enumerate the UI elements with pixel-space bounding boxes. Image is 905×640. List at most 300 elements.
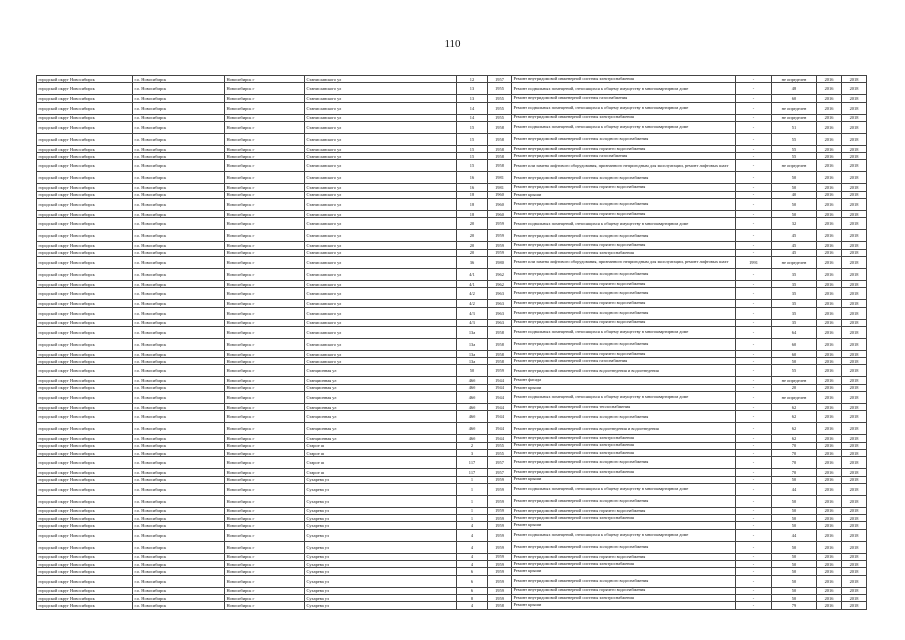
build-year-cell: 1955 — [488, 114, 512, 121]
municipality-cell: городской округ Новосибирск — [37, 199, 133, 211]
plan-start-year-cell: 2016 — [817, 249, 842, 256]
locality-cell: Новосибирск г — [225, 268, 305, 280]
build-year-cell: 1959 — [488, 553, 512, 560]
table-row — [37, 242, 867, 249]
table-row — [37, 268, 867, 280]
municipality-cell: городской округ Новосибирск — [37, 242, 133, 249]
locality-cell: Новосибирск г — [225, 457, 305, 469]
street-cell: Станиславского ул — [305, 211, 457, 218]
settlement-cell: г.о. Новосибирск — [133, 268, 225, 280]
build-year-cell: 1958 — [488, 121, 512, 133]
wear-percent-cell: 50 — [772, 541, 817, 553]
work-type-cell: Ремонт крыши — [512, 191, 736, 198]
wear-percent-cell: не определен — [772, 256, 817, 268]
municipality-cell: городской округ Новосибирск — [37, 449, 133, 456]
wear-percent-cell: 60 — [772, 338, 817, 350]
last-repair-year-cell: - — [736, 469, 772, 476]
plan-start-year-cell: 2016 — [817, 476, 842, 483]
plan-end-year-cell: 2018 — [842, 594, 867, 601]
house-number-cell: 15 — [457, 133, 488, 145]
street-cell: Сухарева ул — [305, 575, 457, 587]
plan-start-year-cell: 2016 — [817, 602, 842, 609]
settlement-cell: г.о. Новосибирск — [133, 160, 225, 172]
plan-start-year-cell: 2016 — [817, 191, 842, 198]
settlement-cell: г.о. Новосибирск — [133, 300, 225, 307]
locality-cell: Новосибирск г — [225, 377, 305, 384]
wear-percent-cell: не определен — [772, 160, 817, 172]
settlement-cell: г.о. Новосибирск — [133, 358, 225, 365]
municipality-cell: городской округ Новосибирск — [37, 121, 133, 133]
locality-cell: Новосибирск г — [225, 145, 305, 152]
last-repair-year-cell: - — [736, 365, 772, 377]
plan-end-year-cell: 2018 — [842, 211, 867, 218]
last-repair-year-cell: - — [736, 404, 772, 411]
work-type-cell: Ремонт внутридомовой инженерной системы горячего водоснабжения — [512, 553, 736, 560]
municipality-cell: городской округ Новосибирск — [37, 404, 133, 411]
settlement-cell: г.о. Новосибирск — [133, 121, 225, 133]
street-cell: Станиславского ул — [305, 76, 457, 83]
locality-cell: Новосибирск г — [225, 83, 305, 95]
table-row — [37, 218, 867, 230]
wear-percent-cell: 50 — [772, 568, 817, 575]
wear-percent-cell: 51 — [772, 121, 817, 133]
wear-percent-cell: 44 — [772, 483, 817, 495]
work-type-cell: Ремонт внутридомовой инженерной системы газоснабжения — [512, 95, 736, 102]
municipality-cell: городской округ Новосибирск — [37, 568, 133, 575]
street-cell: Станиславского ул — [305, 307, 457, 319]
build-year-cell: 1962 — [488, 268, 512, 280]
street-cell: Станиславского ул — [305, 319, 457, 326]
locality-cell: Новосибирск г — [225, 522, 305, 529]
settlement-cell: г.о. Новосибирск — [133, 280, 225, 287]
municipality-cell: городской округ Новосибирск — [37, 95, 133, 102]
work-type-cell: Ремонт внутридомовой инженерной системы электроснабжения — [512, 435, 736, 442]
last-repair-year-cell: - — [736, 541, 772, 553]
wear-percent-cell: не определен — [772, 76, 817, 83]
table-row — [37, 575, 867, 587]
work-type-cell: Ремонт внутридомовой инженерной системы электроснабжения — [512, 515, 736, 522]
wear-percent-cell: 35 — [772, 280, 817, 287]
work-type-cell: Ремонт крыши — [512, 384, 736, 391]
municipality-cell: городской округ Новосибирск — [37, 435, 133, 442]
wear-percent-cell: 50 — [772, 211, 817, 218]
last-repair-year-cell: - — [736, 242, 772, 249]
plan-start-year-cell: 2016 — [817, 256, 842, 268]
locality-cell: Новосибирск г — [225, 404, 305, 411]
work-type-cell: Ремонт внутридомовой инженерной системы холодного водоснабжения — [512, 172, 736, 184]
build-year-cell: 1963 — [488, 307, 512, 319]
last-repair-year-cell: - — [736, 377, 772, 384]
wear-percent-cell: 50 — [772, 575, 817, 587]
locality-cell: Новосибирск г — [225, 172, 305, 184]
municipality-cell: городской округ Новосибирск — [37, 172, 133, 184]
work-type-cell: Ремонт или замена лифтового оборудования, признанного непригодным для эксплуатации, ремонт лифтовых шахт — [512, 256, 736, 268]
settlement-cell: г.о. Новосибирск — [133, 449, 225, 456]
municipality-cell: городской округ Новосибирск — [37, 280, 133, 287]
settlement-cell: г.о. Новосибирск — [133, 594, 225, 601]
build-year-cell: 1959 — [488, 365, 512, 377]
house-number-cell: 13а — [457, 326, 488, 338]
plan-end-year-cell: 2018 — [842, 587, 867, 594]
page-number: 110 — [444, 38, 461, 50]
settlement-cell: г.о. Новосибирск — [133, 476, 225, 483]
locality-cell: Новосибирск г — [225, 288, 305, 300]
plan-end-year-cell: 2018 — [842, 249, 867, 256]
plan-start-year-cell: 2016 — [817, 230, 842, 242]
municipality-cell: городской округ Новосибирск — [37, 541, 133, 553]
street-cell: Сухарева ул — [305, 587, 457, 594]
work-type-cell: Ремонт внутридомовой инженерной системы электроснабжения — [512, 594, 736, 601]
locality-cell: Новосибирск г — [225, 114, 305, 121]
municipality-cell: городской округ Новосибирск — [37, 268, 133, 280]
house-number-cell: 4 — [457, 553, 488, 560]
settlement-cell: г.о. Новосибирск — [133, 404, 225, 411]
build-year-cell: 1958 — [488, 160, 512, 172]
build-year-cell: 1959 — [488, 242, 512, 249]
build-year-cell: 1962 — [488, 280, 512, 287]
wear-percent-cell: 60 — [772, 95, 817, 102]
house-number-cell: 15 — [457, 153, 488, 160]
house-number-cell: 20 — [457, 218, 488, 230]
plan-end-year-cell: 2018 — [842, 230, 867, 242]
settlement-cell: г.о. Новосибирск — [133, 95, 225, 102]
work-type-cell: Ремонт подвальных помещений, относящихся к общему имуществу в многоквартирном доме — [512, 83, 736, 95]
house-number-cell: 4/3 — [457, 319, 488, 326]
build-year-cell: 1958 — [488, 358, 512, 365]
table-row — [37, 411, 867, 423]
wear-percent-cell: 35 — [772, 319, 817, 326]
work-type-cell: Ремонт внутридомовой инженерной системы электроснабжения — [512, 76, 736, 83]
plan-end-year-cell: 2018 — [842, 326, 867, 338]
street-cell: Станиславского ул — [305, 288, 457, 300]
work-type-cell: Ремонт подвальных помещений, относящихся к общему имуществу в многоквартирном доме — [512, 121, 736, 133]
plan-start-year-cell: 2016 — [817, 377, 842, 384]
street-cell: Станиславского ул — [305, 191, 457, 198]
street-cell: Старое ш — [305, 457, 457, 469]
work-type-cell: Ремонт крыши — [512, 522, 736, 529]
street-cell: Станиславского ул — [305, 83, 457, 95]
settlement-cell: г.о. Новосибирск — [133, 242, 225, 249]
settlement-cell: г.о. Новосибирск — [133, 256, 225, 268]
locality-cell: Новосибирск г — [225, 469, 305, 476]
municipality-cell: городской округ Новосибирск — [37, 338, 133, 350]
table-row — [37, 121, 867, 133]
table-row — [37, 280, 867, 287]
settlement-cell: г.о. Новосибирск — [133, 319, 225, 326]
settlement-cell: г.о. Новосибирск — [133, 423, 225, 435]
settlement-cell: г.о. Новосибирск — [133, 211, 225, 218]
last-repair-year-cell: - — [736, 449, 772, 456]
last-repair-year-cell: - — [736, 587, 772, 594]
plan-end-year-cell: 2018 — [842, 145, 867, 152]
municipality-cell: городской округ Новосибирск — [37, 211, 133, 218]
last-repair-year-cell: - — [736, 326, 772, 338]
table-row — [37, 529, 867, 541]
build-year-cell: 1959 — [488, 561, 512, 568]
plan-start-year-cell: 2016 — [817, 365, 842, 377]
plan-start-year-cell: 2016 — [817, 522, 842, 529]
work-type-cell: Ремонт внутридомовой инженерной системы холодного водоснабжения — [512, 495, 736, 507]
plan-start-year-cell: 2016 — [817, 300, 842, 307]
last-repair-year-cell: - — [736, 249, 772, 256]
locality-cell: Новосибирск г — [225, 326, 305, 338]
last-repair-year-cell: - — [736, 350, 772, 357]
build-year-cell: 1959 — [488, 515, 512, 522]
last-repair-year-cell: - — [736, 218, 772, 230]
table-body — [37, 76, 867, 610]
settlement-cell: г.о. Новосибирск — [133, 529, 225, 541]
work-type-cell: Ремонт фасада — [512, 377, 736, 384]
municipality-cell: городской округ Новосибирск — [37, 102, 133, 114]
build-year-cell: 1963 — [488, 300, 512, 307]
municipality-cell: городской округ Новосибирск — [37, 76, 133, 83]
wear-percent-cell: 50 — [772, 495, 817, 507]
work-type-cell: Ремонт внутридомовой инженерной системы холодного водоснабжения — [512, 575, 736, 587]
wear-percent-cell: 70 — [772, 457, 817, 469]
build-year-cell: 1960 — [488, 211, 512, 218]
locality-cell: Новосибирск г — [225, 594, 305, 601]
plan-start-year-cell: 2016 — [817, 326, 842, 338]
street-cell: Сухарева ул — [305, 515, 457, 522]
municipality-cell: городской округ Новосибирск — [37, 218, 133, 230]
last-repair-year-cell: - — [736, 300, 772, 307]
street-cell: Станиславского ул — [305, 145, 457, 152]
locality-cell: Новосибирск г — [225, 423, 305, 435]
street-cell: Станиславского ул — [305, 153, 457, 160]
wear-percent-cell: 50 — [772, 476, 817, 483]
build-year-cell: 1944 — [488, 435, 512, 442]
street-cell: Станиславского ул — [305, 95, 457, 102]
house-number-cell: 12 — [457, 76, 488, 83]
street-cell: Станиславского ул — [305, 338, 457, 350]
house-number-cell: 20 — [457, 230, 488, 242]
work-type-cell: Ремонт внутридомовой инженерной системы электроснабжения — [512, 561, 736, 568]
last-repair-year-cell: - — [736, 561, 772, 568]
work-type-cell: Ремонт внутридомовой инженерной системы электроснабжения — [512, 469, 736, 476]
table-row — [37, 377, 867, 384]
table-row — [37, 133, 867, 145]
plan-end-year-cell: 2018 — [842, 307, 867, 319]
plan-start-year-cell: 2016 — [817, 268, 842, 280]
plan-end-year-cell: 2018 — [842, 256, 867, 268]
plan-end-year-cell: 2018 — [842, 350, 867, 357]
build-year-cell: 1958 — [488, 326, 512, 338]
locality-cell: Новосибирск г — [225, 358, 305, 365]
house-number-cell: 4 — [457, 541, 488, 553]
plan-end-year-cell: 2018 — [842, 541, 867, 553]
house-number-cell: 50 — [457, 365, 488, 377]
build-year-cell: 1958 — [488, 133, 512, 145]
work-type-cell: Ремонт внутридомовой инженерной системы горячего водоснабжения — [512, 350, 736, 357]
build-year-cell: 1981 — [488, 184, 512, 191]
table-row — [37, 211, 867, 218]
street-cell: Станционная ул — [305, 404, 457, 411]
municipality-cell: городской округ Новосибирск — [37, 83, 133, 95]
plan-start-year-cell: 2016 — [817, 515, 842, 522]
settlement-cell: г.о. Новосибирск — [133, 411, 225, 423]
locality-cell: Новосибирск г — [225, 218, 305, 230]
locality-cell: Новосибирск г — [225, 300, 305, 307]
settlement-cell: г.о. Новосибирск — [133, 442, 225, 449]
last-repair-year-cell: - — [736, 145, 772, 152]
settlement-cell: г.о. Новосибирск — [133, 522, 225, 529]
table-row — [37, 288, 867, 300]
table-row — [37, 522, 867, 529]
table-row — [37, 114, 867, 121]
plan-start-year-cell: 2016 — [817, 575, 842, 587]
municipality-cell: городской округ Новосибирск — [37, 300, 133, 307]
table-row — [37, 199, 867, 211]
street-cell: Станционная ул — [305, 423, 457, 435]
house-number-cell: 15 — [457, 121, 488, 133]
table-row — [37, 392, 867, 404]
municipality-cell: городской округ Новосибирск — [37, 256, 133, 268]
street-cell: Старое ш — [305, 449, 457, 456]
house-number-cell: 13а — [457, 350, 488, 357]
street-cell: Станционная ул — [305, 411, 457, 423]
settlement-cell: г.о. Новосибирск — [133, 307, 225, 319]
street-cell: Станционная ул — [305, 377, 457, 384]
build-year-cell: 1957 — [488, 469, 512, 476]
wear-percent-cell: 62 — [772, 435, 817, 442]
wear-percent-cell: 35 — [772, 300, 817, 307]
last-repair-year-cell: - — [736, 280, 772, 287]
street-cell: Станиславского ул — [305, 218, 457, 230]
locality-cell: Новосибирск г — [225, 476, 305, 483]
work-type-cell: Ремонт внутридомовой инженерной системы водоотведения и водоотведения — [512, 365, 736, 377]
plan-end-year-cell: 2018 — [842, 476, 867, 483]
municipality-cell: городской округ Новосибирск — [37, 495, 133, 507]
settlement-cell: г.о. Новосибирск — [133, 350, 225, 357]
settlement-cell: г.о. Новосибирск — [133, 602, 225, 609]
plan-end-year-cell: 2018 — [842, 160, 867, 172]
municipality-cell: городской округ Новосибирск — [37, 469, 133, 476]
municipality-cell: городской округ Новосибирск — [37, 553, 133, 560]
build-year-cell: 1959 — [488, 587, 512, 594]
street-cell: Старое ш — [305, 442, 457, 449]
settlement-cell: г.о. Новосибирск — [133, 377, 225, 384]
street-cell: Станиславского ул — [305, 160, 457, 172]
plan-end-year-cell: 2018 — [842, 133, 867, 145]
work-type-cell: Ремонт внутридомовой инженерной системы электроснабжения — [512, 249, 736, 256]
build-year-cell: 1959 — [488, 575, 512, 587]
settlement-cell: г.о. Новосибирск — [133, 457, 225, 469]
wear-percent-cell: 64 — [772, 326, 817, 338]
table-row — [37, 326, 867, 338]
municipality-cell: городской округ Новосибирск — [37, 411, 133, 423]
locality-cell: Новосибирск г — [225, 307, 305, 319]
locality-cell: Новосибирск г — [225, 495, 305, 507]
street-cell: Станиславского ул — [305, 102, 457, 114]
house-number-cell: 18 — [457, 199, 488, 211]
municipality-cell: городской округ Новосибирск — [37, 392, 133, 404]
street-cell: Сухарева ул — [305, 541, 457, 553]
street-cell: Станиславского ул — [305, 172, 457, 184]
street-cell: Сухарева ул — [305, 476, 457, 483]
last-repair-year-cell: - — [736, 288, 772, 300]
plan-end-year-cell: 2018 — [842, 83, 867, 95]
locality-cell: Новосибирск г — [225, 280, 305, 287]
locality-cell: Новосибирск г — [225, 392, 305, 404]
work-type-cell: Ремонт крыши — [512, 476, 736, 483]
house-number-cell: 20 — [457, 242, 488, 249]
plan-end-year-cell: 2018 — [842, 515, 867, 522]
house-number-cell: 20 — [457, 249, 488, 256]
street-cell: Станиславского ул — [305, 133, 457, 145]
municipality-cell: городской округ Новосибирск — [37, 249, 133, 256]
settlement-cell: г.о. Новосибирск — [133, 435, 225, 442]
locality-cell: Новосибирск г — [225, 230, 305, 242]
settlement-cell: г.о. Новосибирск — [133, 145, 225, 152]
last-repair-year-cell: - — [736, 114, 772, 121]
plan-start-year-cell: 2016 — [817, 160, 842, 172]
locality-cell: Новосибирск г — [225, 160, 305, 172]
build-year-cell: 1955 — [488, 102, 512, 114]
build-year-cell: 1959 — [488, 568, 512, 575]
municipality-cell: городской округ Новосибирск — [37, 602, 133, 609]
locality-cell: Новосибирск г — [225, 211, 305, 218]
table-row — [37, 435, 867, 442]
plan-end-year-cell: 2018 — [842, 507, 867, 514]
plan-start-year-cell: 2016 — [817, 95, 842, 102]
house-number-cell: 4/2 — [457, 288, 488, 300]
house-number-cell: 1 — [457, 476, 488, 483]
last-repair-year-cell: - — [736, 133, 772, 145]
build-year-cell: 1958 — [488, 145, 512, 152]
municipality-cell: городской округ Новосибирск — [37, 561, 133, 568]
locality-cell: Новосибирск г — [225, 95, 305, 102]
build-year-cell: 1958 — [488, 338, 512, 350]
locality-cell: Новосибирск г — [225, 249, 305, 256]
settlement-cell: г.о. Новосибирск — [133, 218, 225, 230]
house-number-cell: 4 — [457, 602, 488, 609]
work-type-cell: Ремонт внутридомовой инженерной системы холодного водоснабжения — [512, 307, 736, 319]
plan-start-year-cell: 2016 — [817, 435, 842, 442]
work-type-cell: Ремонт внутридомовой инженерной системы горячего водоснабжения — [512, 587, 736, 594]
wear-percent-cell: 50 — [772, 553, 817, 560]
locality-cell: Новосибирск г — [225, 350, 305, 357]
table-row — [37, 384, 867, 391]
municipality-cell: городской округ Новосибирск — [37, 365, 133, 377]
plan-end-year-cell: 2018 — [842, 121, 867, 133]
locality-cell: Новосибирск г — [225, 515, 305, 522]
table-row — [37, 365, 867, 377]
table-row — [37, 561, 867, 568]
last-repair-year-cell: - — [736, 184, 772, 191]
plan-start-year-cell: 2016 — [817, 392, 842, 404]
table-row — [37, 95, 867, 102]
municipality-cell: городской округ Новосибирск — [37, 319, 133, 326]
street-cell: Старое ш — [305, 469, 457, 476]
table-row — [37, 300, 867, 307]
wear-percent-cell: 50 — [772, 199, 817, 211]
locality-cell: Новосибирск г — [225, 541, 305, 553]
plan-end-year-cell: 2018 — [842, 300, 867, 307]
wear-percent-cell: 62 — [772, 411, 817, 423]
wear-percent-cell: не определен — [772, 102, 817, 114]
plan-start-year-cell: 2016 — [817, 384, 842, 391]
plan-end-year-cell: 2018 — [842, 114, 867, 121]
build-year-cell: 1944 — [488, 377, 512, 384]
house-number-cell: 13а — [457, 338, 488, 350]
plan-end-year-cell: 2018 — [842, 411, 867, 423]
plan-end-year-cell: 2018 — [842, 218, 867, 230]
wear-percent-cell: 60 — [772, 350, 817, 357]
plan-start-year-cell: 2016 — [817, 145, 842, 152]
wear-percent-cell: не определен — [772, 377, 817, 384]
table-row — [37, 594, 867, 601]
work-type-cell: Ремонт внутридомовой инженерной системы холодного водоснабжения — [512, 457, 736, 469]
